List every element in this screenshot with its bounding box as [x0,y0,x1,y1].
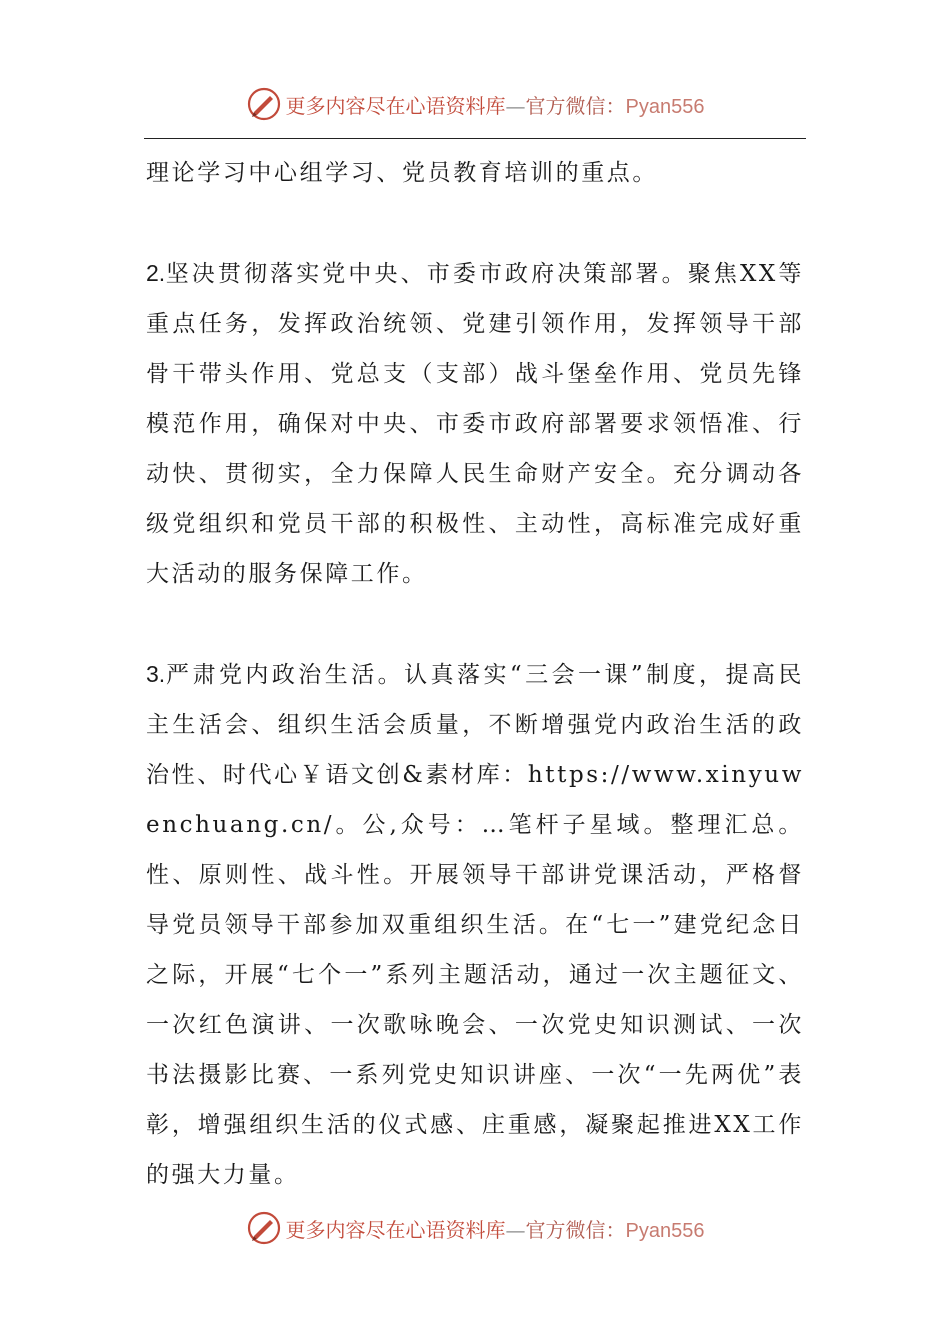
paragraph-item-3 [146,649,804,1200]
paragraph-text: 坚决贯彻落实党中央、市委市政府决策部署。聚焦XX等重点任务，发挥政治统领、党建引领作用，发挥领导干部骨干带头作用、党总支（支部）战斗堡垒作用、党员先锋模范作用，确保对中央、市委市政府部署要求领悟准、行动快、贯彻实，全力保障人民生命财产安全。充分调动各级党组织和党员干部的积极性、主动性，高标准完成好重大活动的服务保障工作。 [146,261,804,587]
pen-logo-icon [246,86,282,122]
banner-wechat-label: 官方微信： [525,1217,626,1242]
header-banner-text [286,90,705,119]
banner-main-text: 更多内容尽在心语资料库 [285,1217,506,1242]
paragraph-gap [146,599,804,649]
header-divider [144,138,806,139]
document-body [146,148,804,1200]
banner-wechat-id: Pyan556 [625,95,705,118]
pen-logo-icon [246,1210,282,1246]
banner-separator: — [505,1217,526,1242]
item-number: 2. [146,260,166,286]
item-number: 3. [146,661,166,687]
paragraph-text: 严肃党内政治生活。认真落实“三会一课”制度，提高民主生活会、组织生活会质量，不断增强党内政治生活的政治性、时代心￥语文创&素材库：https://www.xinyuwenchuang.cn/。公,众号：…笔杆子星域。整理汇总。性、原则性、战斗性。开展领导干部讲党课活动，严格督导党员领导干部参加双重组织生活。在“七一”建党纪念日之际，开展“七个一”系列主题活动，通过一次主题征文、一次红色演讲、一次歌咏晚会、一次党史知识测试、一次书法摄影比赛、一系列党史知识讲座、一次“一先两优”表彰，增强组织生活的仪式感、庄重感，凝聚起推进XX工作的强大力量。 [146,662,804,1188]
banner-separator: — [505,93,526,118]
footer-banner [0,1208,950,1248]
footer-banner-text [286,1214,705,1243]
paragraph-gap [146,198,804,248]
banner-main-text: 更多内容尽在心语资料库 [285,93,506,118]
banner-wechat-id: Pyan556 [625,1219,705,1242]
banner-wechat-label: 官方微信： [525,93,626,118]
paragraph-continuation: 理论学习中心组学习、党员教育培训的重点。 [146,160,658,186]
header-banner [0,84,950,124]
paragraph-item-2 [146,248,804,599]
